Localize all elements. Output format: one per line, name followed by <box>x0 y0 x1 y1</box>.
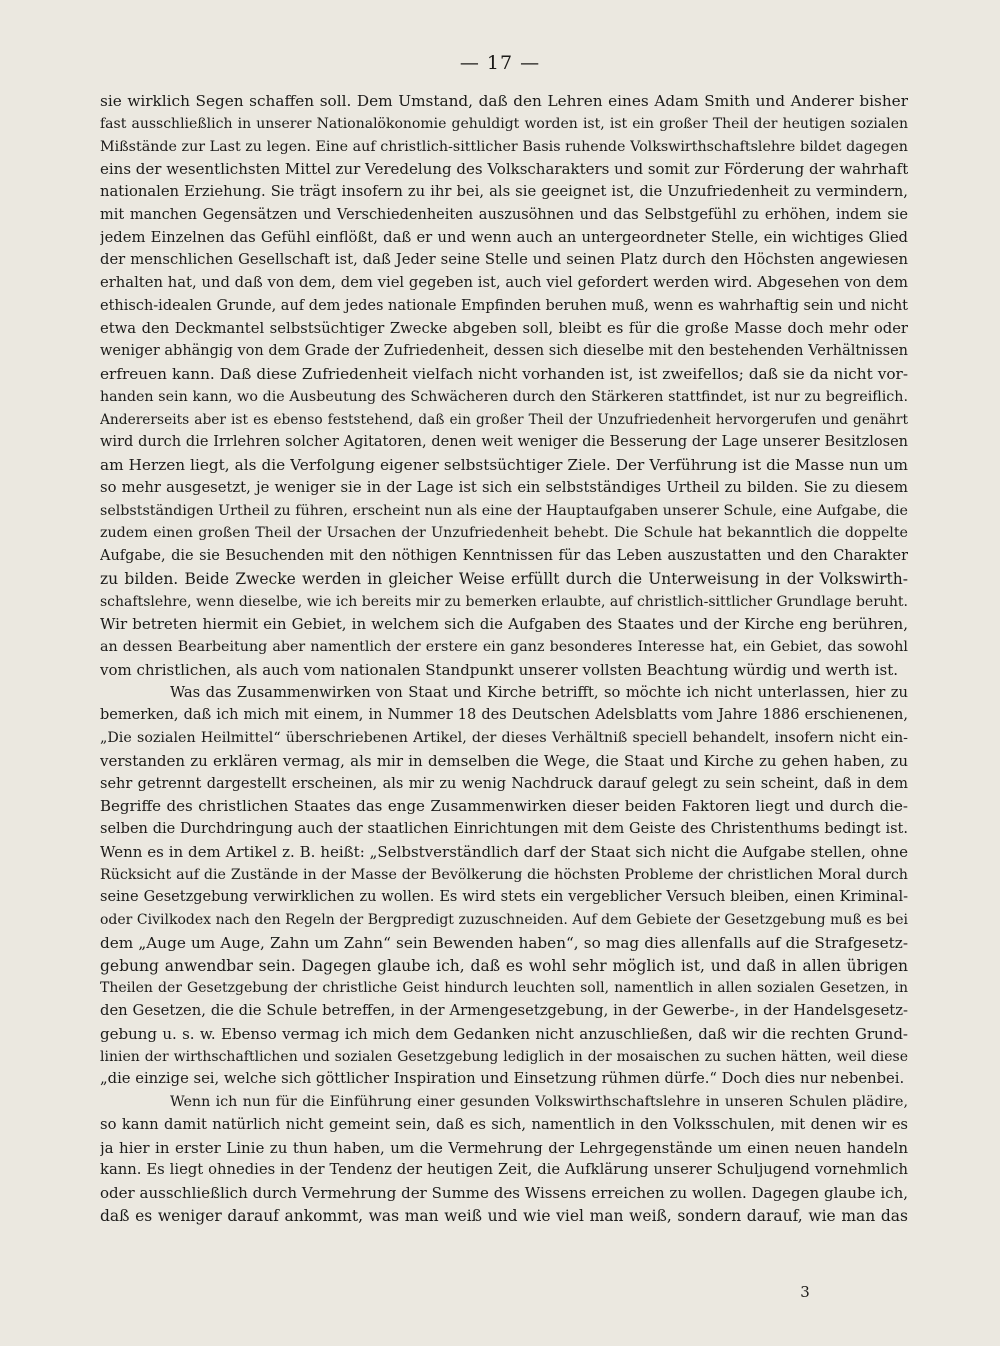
text-line: an dessen Bearbeitung aber namentlich der erstere ein ganz besonderes Interesse hat, ein Gebiet, das sowohl <box>100 639 908 655</box>
text-line: bemerken, daß ich mich mit einem, in Nummer 18 des Deutschen Adelsblatts vom Jahre 1886 erschienenen, <box>100 707 908 724</box>
text-line: Begriffe des christlichen Staates das enge Zusammenwirken dieser beiden Faktoren liegt und durch die- <box>100 797 908 816</box>
text-line: gebung u. s. w. Ebenso vermag ich mich dem Gedanken nicht anzuschließen, daß wir die rechten Grund- <box>100 1024 908 1043</box>
text-line: wird durch die Irrlehren solcher Agitatoren, denen weit weniger die Besserung der Lage unserer Besitzlosen <box>100 434 908 451</box>
text-line: Wir betreten hiermit ein Gebiet, in welchem sich die Aufgaben des Staates und der Kirche eng berühren, <box>100 615 908 634</box>
text-line: den Gesetzen, die die Schule betreffen, in der Armengesetzgebung, in der Gewerbe-, in der Handelsgesetz- <box>100 1002 908 1019</box>
text-line: dem „Auge um Auge, Zahn um Zahn“ sein Bewenden haben“, so mag dies allenfalls auf die Strafgesetz- <box>100 933 908 952</box>
text-line: Theilen der Gesetzgebung der christliche Geist hindurch leuchten soll, namentlich in allen sozialen Gesetzen, in <box>100 980 908 997</box>
text-line: schaftslehre, wenn dieselbe, wie ich bereits mir zu bemerken erlaubte, auf christlich-sittlicher Grundlage beruht. <box>100 593 908 610</box>
text-line: jedem Einzelnen das Gefühl einflößt, daß er und wenn auch an untergeordneter Stelle, ein wichtiges Glied <box>100 228 908 246</box>
text-line: selben die Durchdringung auch der staatlichen Einrichtungen mit dem Geiste des Christenthums bedingt ist. <box>100 821 908 837</box>
text-line: handen sein kann, wo die Ausbeutung des Schwächeren durch den Stärkeren stattfindet, ist nur zu begreiflich. <box>100 388 908 405</box>
text-line: kann. Es liegt ohnedies in der Tendenz der heutigen Zeit, die Aufklärung unserer Schuljugend vornehmlich <box>100 1161 908 1179</box>
text-line: weniger abhängig von dem Grade der Zufriedenheit, dessen sich dieselbe mit den bestehenden Verhältnissen <box>100 343 908 360</box>
text-line: zu bilden. Beide Zwecke werden in gleicher Weise erfüllt durch die Unterweisung in der Volkswirth- <box>100 569 908 588</box>
text-line: nationalen Erziehung. Sie trägt insofern zu ihr bei, als sie geeignet ist, die Unzufriedenheit zu vermindern, <box>100 183 908 200</box>
text-line: vom christlichen, als auch vom nationalen Standpunkt unserer vollsten Beachtung würdig und werth ist. <box>100 660 899 679</box>
text-line: erhalten hat, und daß von dem, dem viel gegeben ist, auch viel gefordert werden wird. Abgesehen von dem <box>100 274 908 291</box>
text-line: selbstständigen Urtheil zu führen, erscheint nun als eine der Hauptaufgaben unserer Schule, eine Aufgabe, die <box>100 502 908 519</box>
text-line: daß es weniger darauf ankommt, was man weiß und wie viel man weiß, sondern darauf, wie man das <box>100 1206 908 1225</box>
text-line: eins der wesentlichsten Mittel zur Veredelung des Volkscharakters und somit zur Förderung der wahrhaft <box>100 160 908 179</box>
paragraph-first-line: Wenn ich nun für die Einführung einer gesunden Volkswirthschaftslehre in unseren Schulen plädire, <box>170 1094 908 1110</box>
text-line: oder Civilkodex nach den Regeln der Bergpredigt zuzuschneiden. Auf dem Gebiete der Gesetzgebung muß es bei <box>100 912 908 928</box>
text-line: zudem einen großen Theil der Ursachen der Unzufriedenheit behebt. Die Schule hat bekanntlich die doppelte <box>100 525 908 542</box>
text-line: ethisch-idealen Grunde, auf dem jedes nationale Empfinden beruhen muß, wenn es wahrhaftig sein und nicht <box>100 297 908 314</box>
text-line: „Die sozialen Heilmittel“ überschriebenen Artikel, der dieses Verhältniß speciell behandelt, insofern nicht ein- <box>100 730 908 746</box>
text-line: Andererseits aber ist es ebenso feststehend, daß ein großer Theil der Unzufriedenheit hervorgerufen und genährt <box>100 411 908 428</box>
text-line: seine Gesetzgebung verwirklichen zu wollen. Es wird stets ein vergeblicher Versuch bleiben, einen Kriminal- <box>100 889 908 906</box>
body-text <box>100 90 908 1228</box>
text-line: oder ausschließlich durch Vermehrung der Summe des Wissens erreichen zu wollen. Dagegen glaube ich, <box>100 1184 908 1202</box>
text-line: Aufgabe, die sie Besuchenden mit den nöthigen Kenntnissen für das Leben auszustatten und den Charakter <box>100 548 908 564</box>
text-line: sehr getrennt dargestellt erscheinen, als mir zu wenig Nachdruck darauf gelegt zu sein scheint, daß in dem <box>100 775 908 792</box>
text-line: Mißstände zur Last zu legen. Eine auf christlich-sittlicher Basis ruhende Volkswirthschaftslehre bildet dagegen <box>100 138 908 155</box>
paragraph-first-line: Was das Zusammenwirken von Staat und Kirche betrifft, so möchte ich nicht unterlassen, hier zu <box>170 683 908 701</box>
text-line: verstanden zu erklären vermag, als mir in demselben die Wege, die Staat und Kirche zu gehen haben, zu <box>100 751 908 770</box>
text-line: sie wirklich Segen schaffen soll. Dem Umstand, daß den Lehren eines Adam Smith und Anderer bisher <box>100 92 908 110</box>
text-line: Wenn es in dem Artikel z. B. heißt: „Selbstverständlich darf der Staat sich nicht die Aufgabe stellen, ohne <box>100 842 908 861</box>
page-number: — 17 — <box>459 52 541 74</box>
signature-mark: 3 <box>800 1283 810 1301</box>
text-line: fast ausschließlich in unserer Nationalökonomie gehuldigt worden ist, ist ein großer Theil der heutigen sozialen <box>100 115 908 132</box>
text-line: Rücksicht auf die Zustände in der Masse der Bevölkerung die höchsten Probleme der christlichen Moral durch <box>100 866 908 883</box>
text-line: am Herzen liegt, als die Verfolgung eigener selbstsüchtiger Ziele. Der Verführung ist die Masse nun um <box>100 456 908 474</box>
text-line: „die einzige sei, welche sich göttlicher Inspiration und Einsetzung rühmen dürfe.“ Doch dies nur nebenbei. <box>100 1070 905 1088</box>
text-line: etwa den Deckmantel selbstsüchtiger Zwecke abgeben soll, bleibt es für die große Masse doch mehr oder <box>100 319 908 337</box>
text-line: ja hier in erster Linie zu thun haben, um die Vermehrung der Lehrgegenstände um einen neuen handeln <box>100 1138 908 1157</box>
text-line: linien der wirthschaftlichen und sozialen Gesetzgebung lediglich in der mosaischen zu suchen hätten, weil diese <box>100 1048 908 1065</box>
text-line: der menschlichen Gesellschaft ist, daß Jeder seine Stelle und seinen Platz durch den Höchsten angewiesen <box>100 251 908 269</box>
text-line: so kann damit natürlich nicht gemeint sein, daß es sich, namentlich in den Volksschulen, mit denen wir es <box>100 1115 908 1133</box>
text-line: erfreuen kann. Daß diese Zufriedenheit vielfach nicht vorhanden ist, ist zweifellos; daß sie da nicht vor- <box>100 365 908 383</box>
text-line: gebung anwendbar sein. Dagegen glaube ich, daß es wohl sehr möglich ist, und daß in allen übrigen <box>100 956 908 975</box>
text-line: so mehr ausgesetzt, je weniger sie in der Lage ist sich ein selbstständiges Urtheil zu bilden. Sie zu diesem <box>100 478 908 496</box>
text-line: mit manchen Gegensätzen und Verschiedenheiten auszusöhnen und das Selbstgefühl zu erhöhen, indem sie <box>100 206 908 223</box>
